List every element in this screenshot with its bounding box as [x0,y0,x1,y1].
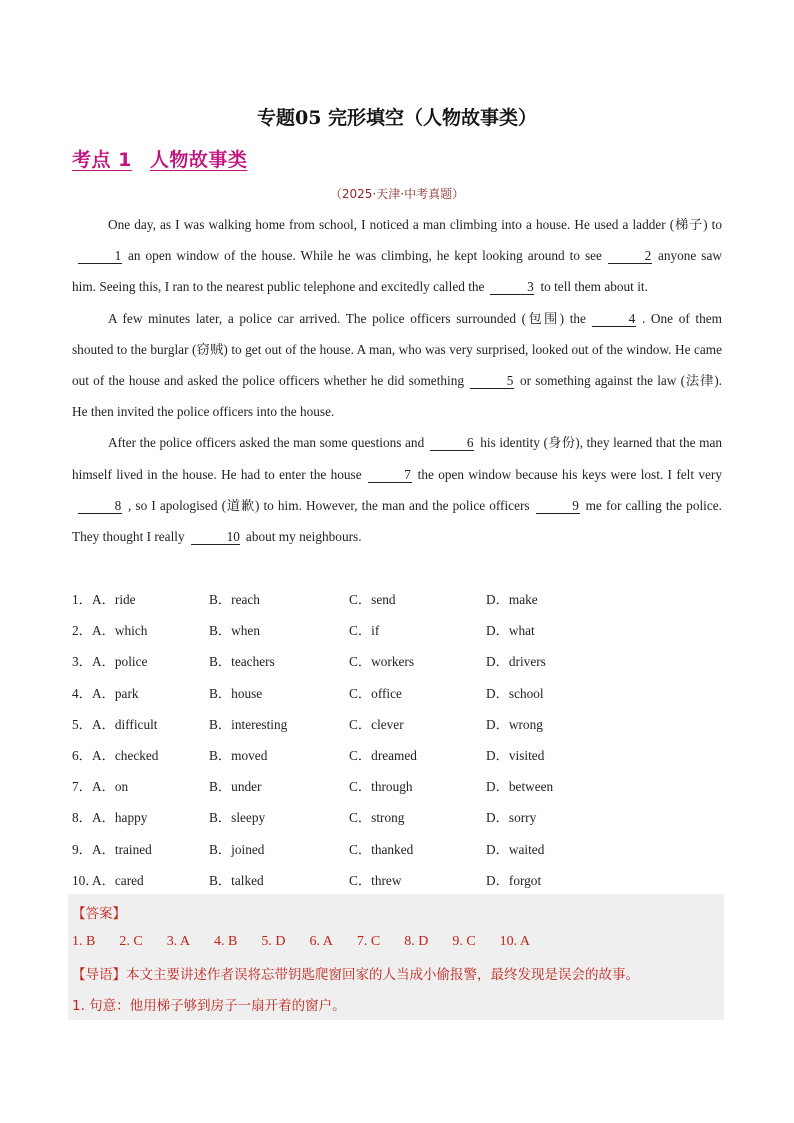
option-c: C．dreamed [349,747,417,763]
option-c: C．thanked [349,841,414,857]
exam-source: （2025·天津·中考真题） [329,187,465,201]
explanation-note: 1. 句意：他用梯子够到房子一扇开着的窗户。 [72,998,346,1014]
blank-1: 1 [78,249,122,264]
cloze-passage [72,209,722,552]
question-row [72,802,722,833]
blank-3: 3 [490,280,534,295]
option-b: B．teachers [209,654,275,670]
passage-paragraph-3 [72,427,722,552]
question-row [72,771,722,802]
answer-label: 【答案】 [72,906,126,922]
option-d: D．wrong [486,716,543,732]
answer-section [68,894,724,1020]
passage-text: an open window of the house. While he was climbing, he kept looking around to see [128,248,602,264]
passage-text: his identity (身份), they learned that the man himself lived in the house. He had to enter the house [72,435,723,482]
question-row [72,834,722,865]
passage-text: , so I apologised (道歉) to him. However, the man and the police officers [128,497,530,513]
section-heading [72,145,247,172]
option-b: B．reach [209,592,260,607]
question-row [72,646,722,677]
blank-6: 6 [430,436,474,451]
option-c: C．office [349,685,402,701]
option-d: D．between [486,779,554,795]
option-c: C．threw [349,872,402,888]
option-d: D．school [486,685,544,701]
question-number: 3． [72,654,92,670]
option-d: D．sorry [486,810,537,826]
section-name: 人物故事类 [149,149,248,171]
passage-text: anyone saw him. Seeing this, I ran to the nearest public telephone and excitedly called the [72,248,722,295]
option-d: D．waited [486,841,545,857]
option-b: B．talked [209,872,264,888]
option-d: D．make [486,592,538,607]
answer-key: 3. A [166,934,191,949]
blank-10: 10 [191,530,240,545]
blank-8: 8 [78,499,122,514]
question-number: 1． [72,592,92,607]
passage-text: One day, as I was walking home from school, I noticed a man climbing into a house. He used a ladder (梯子) to [108,217,722,232]
answer-key: 8. D [404,934,429,949]
section-number: 考点 1 [72,149,132,171]
option-a: A．cared [92,872,144,888]
answer-key: 2. C [119,934,143,949]
blank-5: 5 [470,374,514,389]
option-b: B．when [209,623,260,639]
blank-2: 2 [608,249,652,264]
question-row [72,865,722,896]
blank-9: 9 [536,499,580,514]
option-a: A．police [92,654,148,670]
passage-text: about my neighbours. [245,529,362,545]
option-c: C．workers [349,654,414,670]
answer-key: 6. A [309,934,333,949]
question-number: 2． [72,623,92,639]
answer-keys [72,934,554,950]
option-a: A．which [92,623,148,639]
option-b: B．joined [209,841,265,857]
passage-text: to tell them about it. [540,279,648,295]
answer-key: 10. A [499,934,530,949]
option-b: B．house [209,685,263,701]
question-row [72,584,722,615]
answer-key: 1. B [72,934,96,949]
option-b: B．moved [209,747,268,763]
guide-text: 本文主要讲述作者误将忘带钥匙爬窗回家的人当成小偷报警，最终发现是误会的故事。 [126,967,639,983]
option-d: D．drivers [486,654,546,670]
question-row [72,709,722,740]
option-d: D．forgot [486,872,542,888]
question-row [72,678,722,709]
option-a: A．on [92,779,129,795]
answer-key: 7. C [356,934,381,949]
blank-4: 4 [592,312,636,327]
option-a: A．difficult [92,716,158,732]
question-number: 8． [72,810,92,826]
guide-label: 【导语】 [72,967,126,983]
option-d: D．visited [486,747,545,763]
passage-paragraph-1 [72,209,722,303]
option-c: C．through [349,779,413,795]
option-a: A．ride [92,592,136,607]
option-c: C．send [349,592,396,607]
question-row [72,740,722,771]
option-b: B．sleepy [209,810,266,826]
question-number: 4． [72,685,92,701]
answer-key: 9. C [452,934,476,949]
passage-text: A few minutes later, a police car arrived. The police officers surrounded (包围) the [108,310,586,326]
passage-text: . One of them shouted to the burglar (窃贼) to get out of the house. A man, who was very surprised, looked out of the window. He came out of the house and asked the police officers whether he did something [72,310,722,389]
answer-key: 4. B [214,934,238,949]
option-a: A．happy [92,810,148,826]
passage-text: me for calling the police. They thought I really [72,497,722,545]
page-title: 专题05 完形填空（人物故事类） [256,107,538,129]
option-a: A．checked [92,747,159,763]
option-a: A．park [92,685,139,701]
guide-line [72,963,639,983]
blank-7: 7 [368,468,412,483]
passage-text: or something against the law (法律). He then invited the police officers into the house. [72,373,722,420]
option-d: D．what [486,623,535,639]
option-b: B．interesting [209,716,288,732]
option-c: C．strong [349,810,405,826]
option-a: A．trained [92,841,152,857]
passage-text: After the police officers asked the man some questions and [108,435,425,451]
question-number: 9． [72,841,92,857]
passage-paragraph-2 [72,303,722,428]
passage-text: the open window because his keys were lost. I felt very [417,466,722,482]
option-c: C．clever [349,716,404,732]
answer-key: 5. D [261,934,286,949]
question-number: 10． [72,872,99,888]
option-c: C．if [349,623,380,639]
question-row [72,615,722,646]
question-number: 7． [72,779,92,795]
question-number: 6． [72,747,92,763]
question-options [72,584,722,896]
question-number: 5． [72,716,92,732]
option-b: B．under [209,779,262,795]
